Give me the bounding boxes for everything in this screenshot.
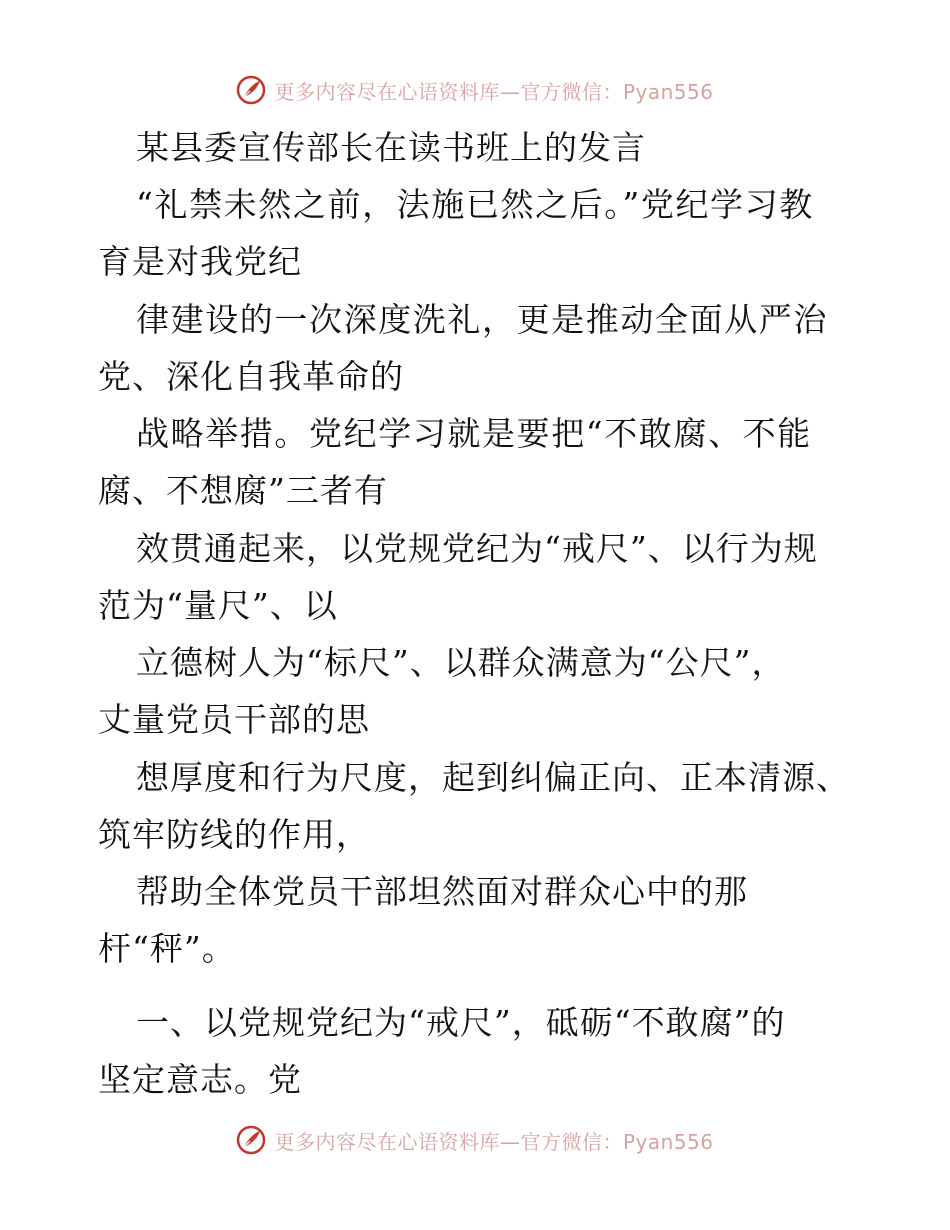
- footer-watermark: [0, 1120, 950, 1160]
- paragraph-line: 律建设的一次深度洗礼，更是推动全面从严治: [136, 300, 828, 339]
- paragraph-line: 效贯通起来，以党规党纪为“戒尺”、以行为规: [136, 529, 818, 568]
- paragraph-line: 范为“量尺”、以: [98, 586, 338, 625]
- paragraph-line: 腐、不想腐”三者有: [98, 471, 388, 510]
- feather-pen-logo-icon: [236, 1125, 266, 1155]
- paragraph-line: 丈量党员干部的思: [98, 700, 370, 739]
- paragraph-line: 杆“秤”。: [98, 929, 236, 968]
- document-title: 某县委宣传部长在读书班上的发言: [136, 128, 646, 167]
- paragraph-line: 想厚度和行为尺度，起到纠偏正向、正本清源、: [136, 758, 850, 797]
- paragraph-line: 坚定意志。党: [98, 1060, 302, 1099]
- watermark-text: 更多内容尽在心语资料库—官方微信：Pyan556: [274, 79, 714, 104]
- paragraph-line: “礼禁未然之前，法施已然之后。”党纪学习教: [136, 185, 814, 224]
- watermark-text: 更多内容尽在心语资料库—官方微信：Pyan556: [274, 1129, 714, 1154]
- paragraph-line: 育是对我党纪: [98, 242, 302, 281]
- paragraph-line: 筑牢防线的作用，: [98, 815, 370, 854]
- paragraph-line: 战略举措。党纪学习就是要把“不敢腐、不能: [136, 414, 812, 453]
- section-heading-line: 一、以党规党纪为“戒尺”，砥砺“不敢腐”的: [136, 1003, 786, 1042]
- paragraph-line: 立德树人为“标尺”、以群众满意为“公尺”，: [136, 643, 786, 682]
- paragraph-line: 党、深化自我革命的: [98, 357, 404, 396]
- paragraph-line: 帮助全体党员干部坦然面对群众心中的那: [136, 872, 748, 911]
